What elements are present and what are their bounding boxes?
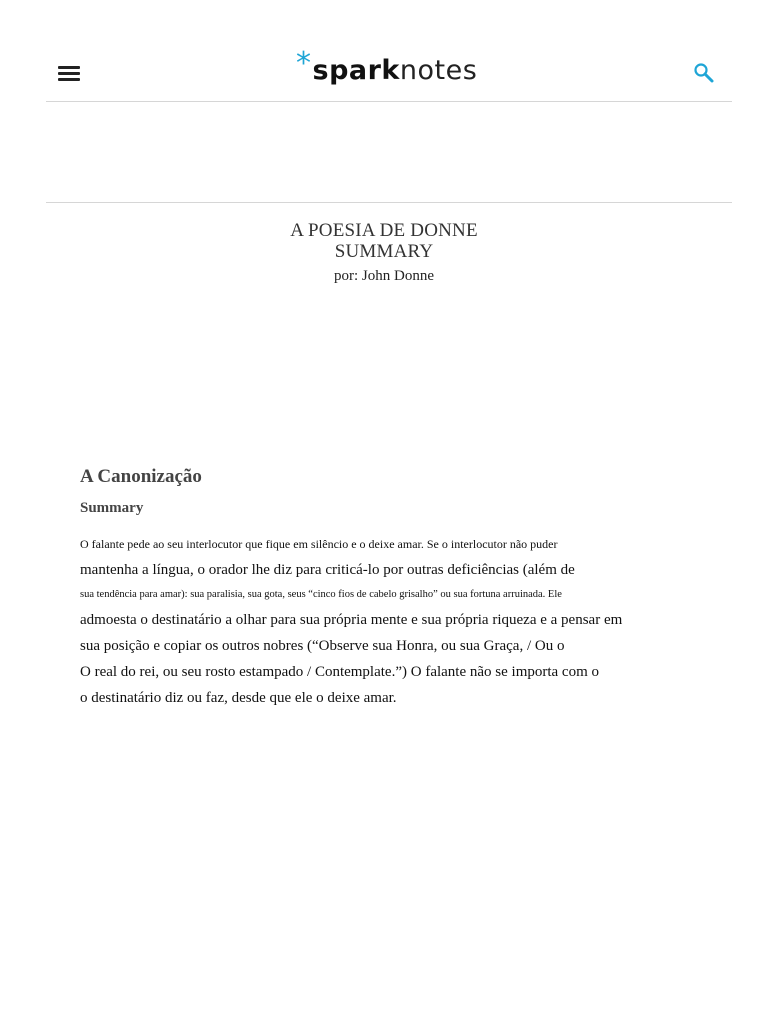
title-block xyxy=(0,220,768,285)
paragraph-line: sua posição e copiar os outros nobres (“Observe sua Honra, ou sua Graça, / Ou o xyxy=(80,638,565,654)
section-heading: A Canonização xyxy=(80,466,202,487)
page-title: A POESIA DE DONNE xyxy=(290,220,478,241)
paragraph-line: O real do rei, ou seu rosto estampado / Contemplate.”) O falante não se importa com o xyxy=(80,664,600,680)
paragraph-line: sua tendência para amar): sua paralisia, sua gota, seus “cinco fios de cabelo grisalho” ou sua fortuna arruinada. Ele xyxy=(80,589,562,600)
logo-asterisk: * xyxy=(296,46,312,81)
paragraph-line: mantenha a língua, o orador lhe diz para criticá-lo por outras deficiências (além de xyxy=(80,562,575,578)
summary-paragraph xyxy=(80,531,640,711)
menu-bar xyxy=(58,78,80,81)
menu-bar xyxy=(58,72,80,75)
ad-divider xyxy=(46,202,732,203)
logo-notes: notes xyxy=(399,55,478,86)
article-content xyxy=(80,466,640,711)
paragraph-line: O falante pede ao seu interlocutor que fique em silêncio e o deixe amar. Se o interlocutor não puder xyxy=(80,537,558,551)
summary-label: Summary xyxy=(80,500,144,516)
author-byline: por: John Donne xyxy=(334,268,434,284)
page-subtitle: SUMMARY xyxy=(334,241,434,262)
paragraph-line: o destinatário diz ou faz, desde que ele o deixe amar. xyxy=(80,690,397,706)
hamburger-menu-icon[interactable] xyxy=(58,66,80,82)
sparknotes-logo[interactable] xyxy=(296,46,478,92)
logo-spark: spark xyxy=(312,55,400,86)
menu-bar xyxy=(58,66,80,69)
site-header xyxy=(46,0,732,102)
paragraph-line: admoesta o destinatário a olhar para sua própria mente e sua própria riqueza e a pensar em xyxy=(80,612,623,628)
search-icon[interactable] xyxy=(693,62,715,84)
